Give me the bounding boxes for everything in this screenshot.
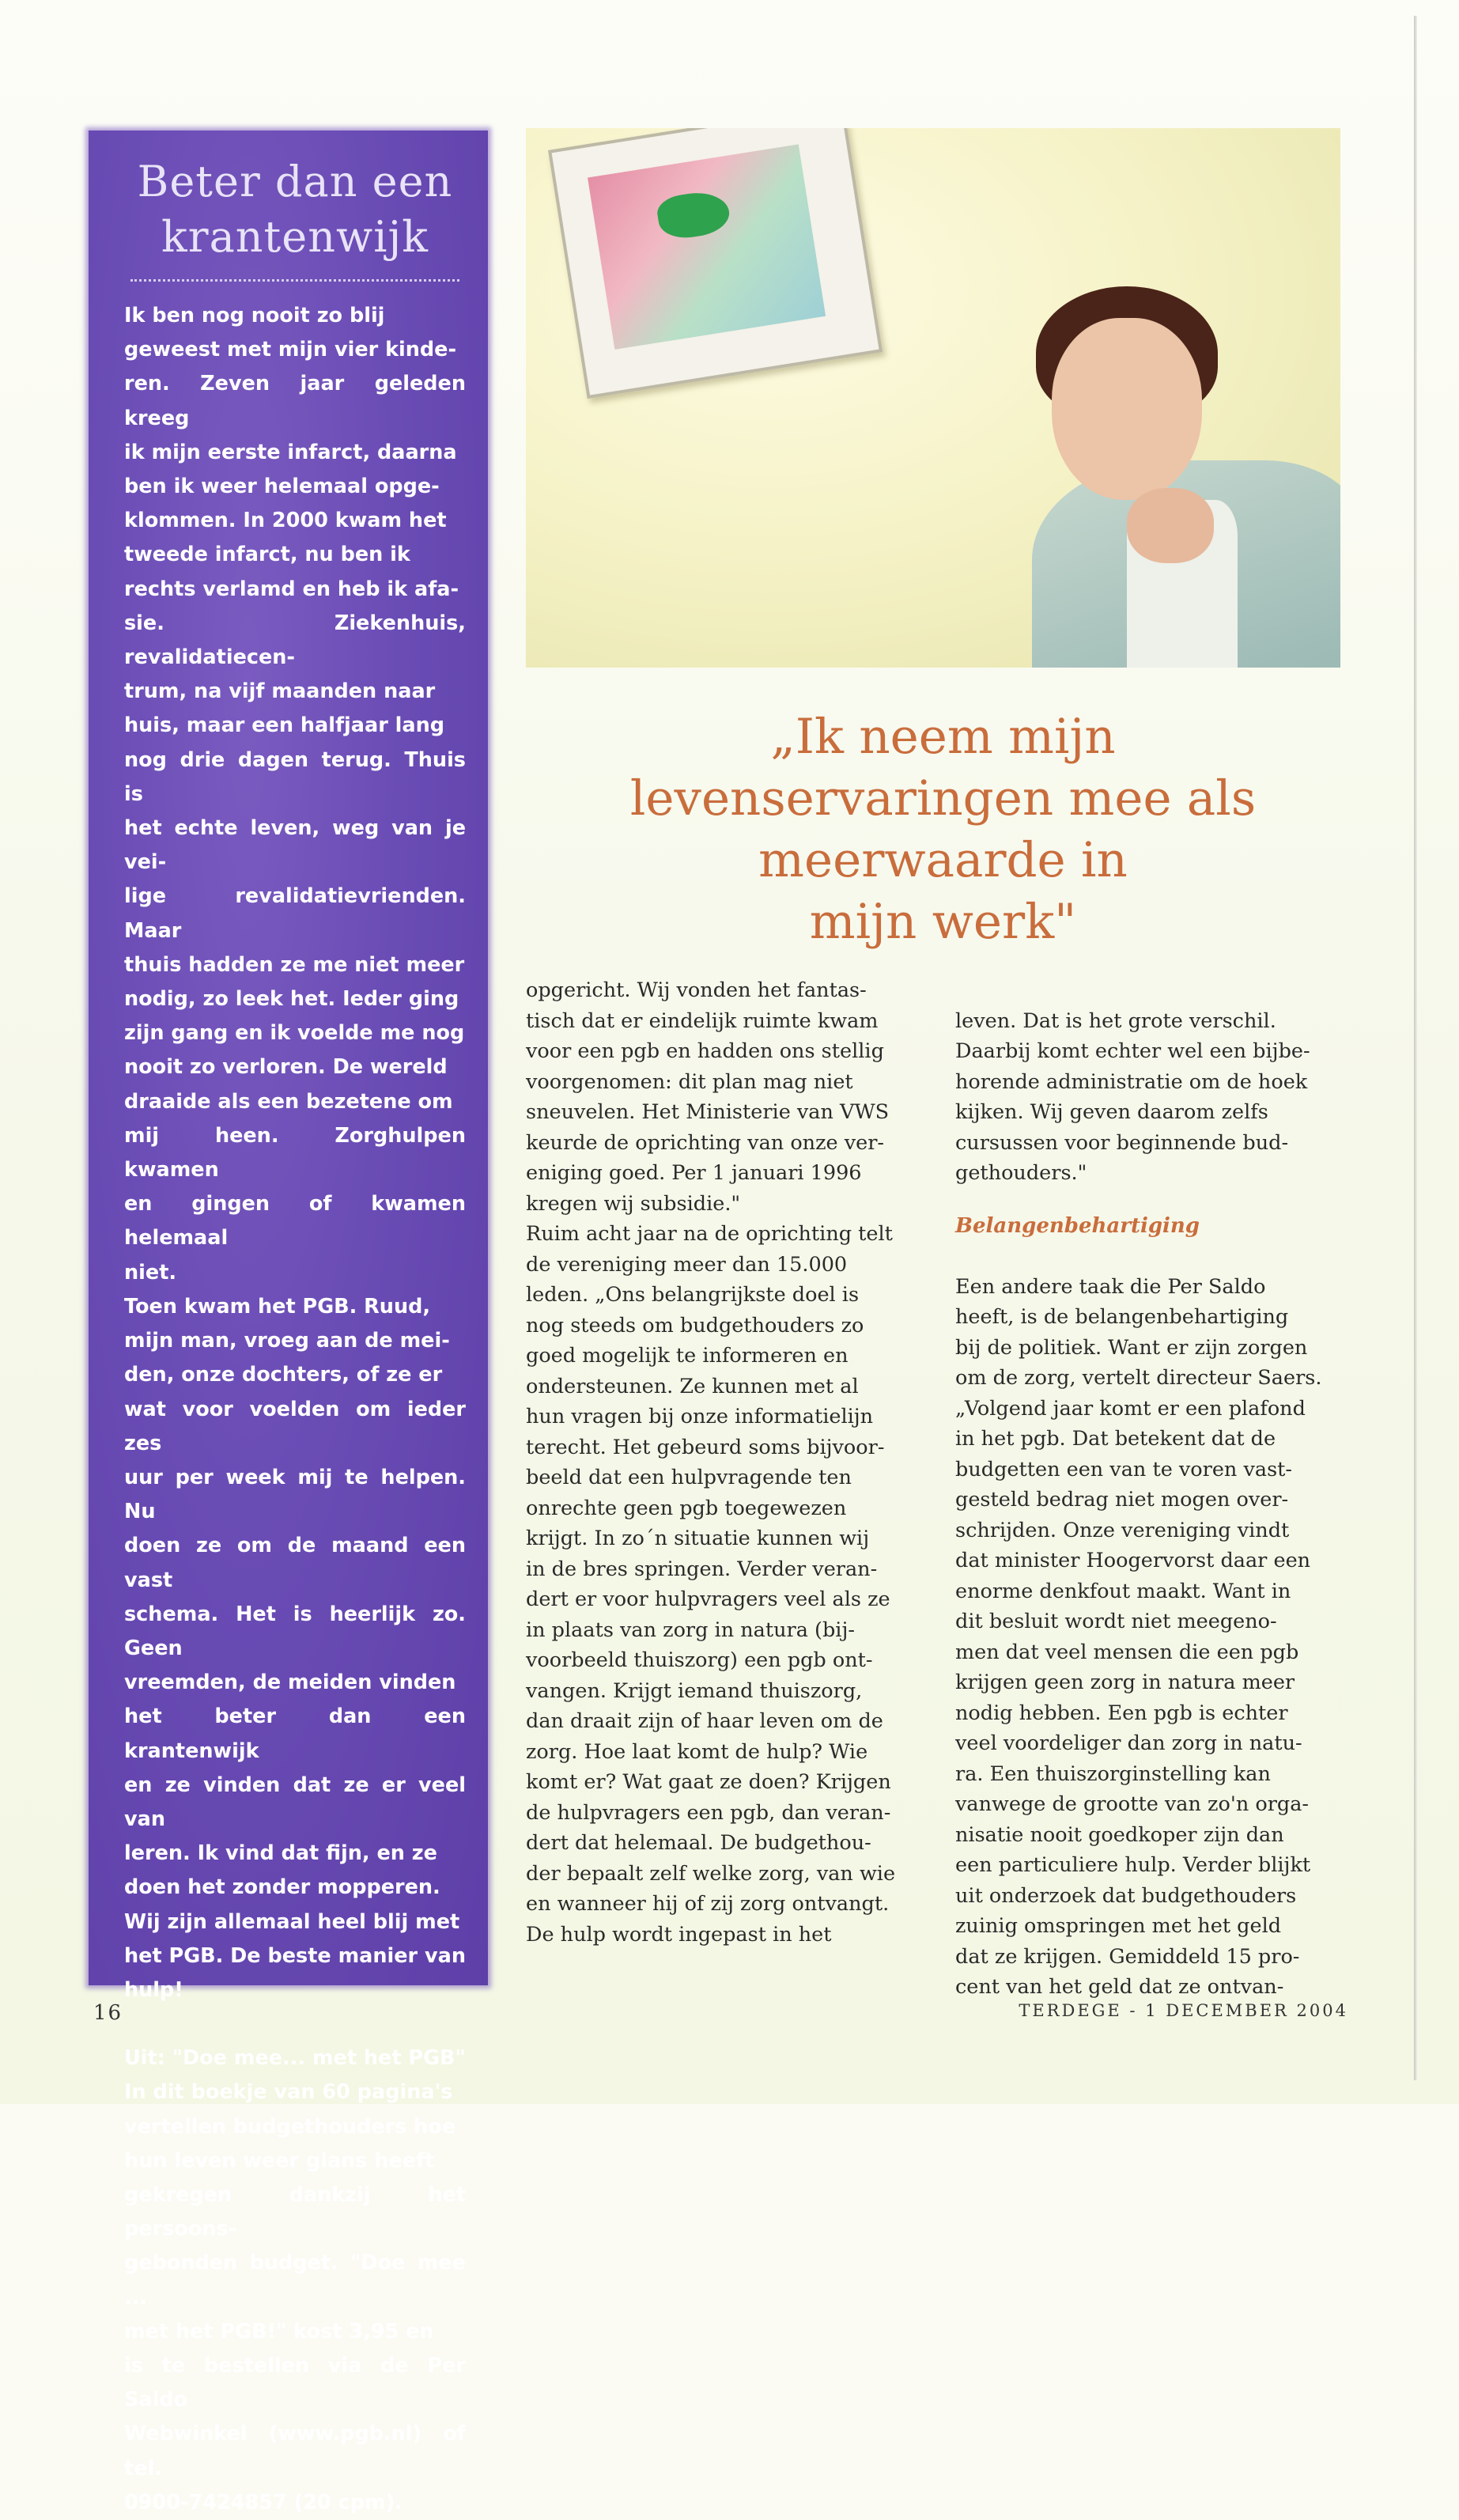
sidebar-source: Uit: "Doe mee... met het PGB" In dit boekje van 60 pagina's vertellen budgethouders hoe hun leven weer glans heeft gekregen dankzij het persoons- gebonden budget. "Doe mee ... met het PGB!" kost 3,95 en is te bestellen via de Per Saldo Webwinkel (www.pgb.nl) of tel. 0900-7424857 (20 cpm). bbox=[124, 2046, 466, 2514]
column-2-intro: leven. Dat is het grote verschil. Daarbij komt echter wel een bijbe- horende administratie om de hoek kijken. Wij geven daarom zelfs cursussen voor beginnende bud- gethouders." bbox=[955, 1008, 1310, 1185]
portrait-photo bbox=[526, 128, 1340, 668]
framed-artwork bbox=[548, 128, 883, 399]
section-subheading: Belangenbehartiging bbox=[955, 1213, 1200, 1238]
sidebar-story: Ik ben nog nooit zo blij geweest met mijn vier kinde- ren. Zeven jaar geleden kreeg ik mijn eerste infarct, daarna ben ik weer helemaal opge- klommen. In 2000 kwam het tweede infarct, nu ben ik rechts verlamd en heb ik afa- sie. Ziekenhuis, revalidatiecen- trum, na vijf maanden naar huis, maar een halfjaar lang nog drie dagen terug. Thuis is het echte leven, weg van je vei- lige revalidatievrienden. Maar thuis hadden ze me niet meer nodig, zo leek het. Ieder ging zijn gang en ik voelde me nog nooit zo verloren. De wereld draaide als een bezetene om mij heen. Zorghulpen kwamen en gingen of kwamen helemaal niet. Toen kwam het PGB. Ruud, mijn man, vroeg aan de mei- den, onze dochters, of ze er wat voor voelden om ieder zes uur per week mij te helpen. Nu doen ze om de maand een vast schema. Het is heerlijk zo. Geen vreemden, de meiden vinden het beter dan een krantenwijk en ze vinden dat ze er veel van leren. Ik vind dat fijn, en ze doen het zonder mopperen. Wij zijn allemaal heel blij met het PGB. De beste manier van hulp! bbox=[124, 304, 466, 2002]
article-column-1: opgericht. Wij vonden het fantas- tisch dat er eindelijk ruimte kwam voor een pgb en hadden ons stellig voorgenomen: dit plan mag niet sneuvelen. Het Ministerie van VWS keurde de oprichting van onze ver- eniging goed. Per 1 januari 1996 kregen wij subsidie." Ruim acht jaar na de oprichting telt de vereniging meer dan 15.000 leden. „Ons belangrijkste doel is nog steeds om budgethouders zo goed mogelijk te informeren en ondersteunen. Ze kunnen met al hun vragen bij onze informatielijn terecht. Het gebeurd soms bijvoor- beeld dat een hulpvragende ten onrechte geen pgb toegewezen krijgt. In zo´n situatie kunnen wij in de bres springen. Verder veran- dert er voor hulpvragers veel als ze in plaats van zorg in natura (bij- voorbeeld thuiszorg) een pgb ont- vangen. Krijgt iemand thuiszorg, dan draait zijn of haar leven om de zorg. Hoe laat komt de hulp? Wie komt er? Wat gaat ze doen? Krijgen de hulpvragers een pgb, dan veran- dert dat helemaal. De budgethou- der bepaalt zelf welke zorg, van wie en wanneer hij of zij zorg ontvangt. De hulp wordt ingepast in het bbox=[526, 978, 896, 1947]
article-column-2 bbox=[955, 975, 1343, 2003]
artwork-splash bbox=[655, 188, 731, 242]
page-edge bbox=[1414, 16, 1417, 2080]
publication-footer: TERDEGE - 1 DECEMBER 2004 bbox=[1019, 2001, 1348, 2020]
person-hand bbox=[1127, 488, 1214, 563]
column-2-body: Een andere taak die Per Saldo heeft, is de belangenbehartiging bij de politiek. Want er zijn zorgen om de zorg, vertelt directeur Saers. „Volgend jaar komt er een plafond in het pgb. Dat betekent dat de budgetten een van te voren vast- gesteld bedrag niet mogen over- schrijden. Onze vereniging vindt dat minister Hoogervorst daar een enorme denkfout maakt. Want in dit besluit wordt niet meegeno- men dat veel mensen die een pgb krijgen geen zorg in natura meer nodig hebben. Een pgb is echter veel voordeliger dan zorg in natu- ra. Een thuiszorginstelling kan vanwege de grootte van zo'n orga- nisatie nooit goedkoper zijn dan een particuliere hulp. Verder blijkt uit onderzoek dat budgethouders zuinig omspringen met het geld dat ze krijgen. Gemiddeld 15 pro- cent van het geld dat ze ontvan- bbox=[955, 1274, 1322, 1999]
sidebar-divider bbox=[130, 279, 459, 282]
person-face bbox=[1052, 318, 1202, 500]
artwork-image bbox=[588, 144, 826, 350]
page-number: 16 bbox=[93, 2001, 123, 2025]
pull-quote-headline: „Ik neem mijn levenservaringen mee als meerwaarde in mijn werk" bbox=[629, 709, 1257, 950]
sidebar-title: Beter dan een krantenwijk bbox=[137, 157, 453, 262]
